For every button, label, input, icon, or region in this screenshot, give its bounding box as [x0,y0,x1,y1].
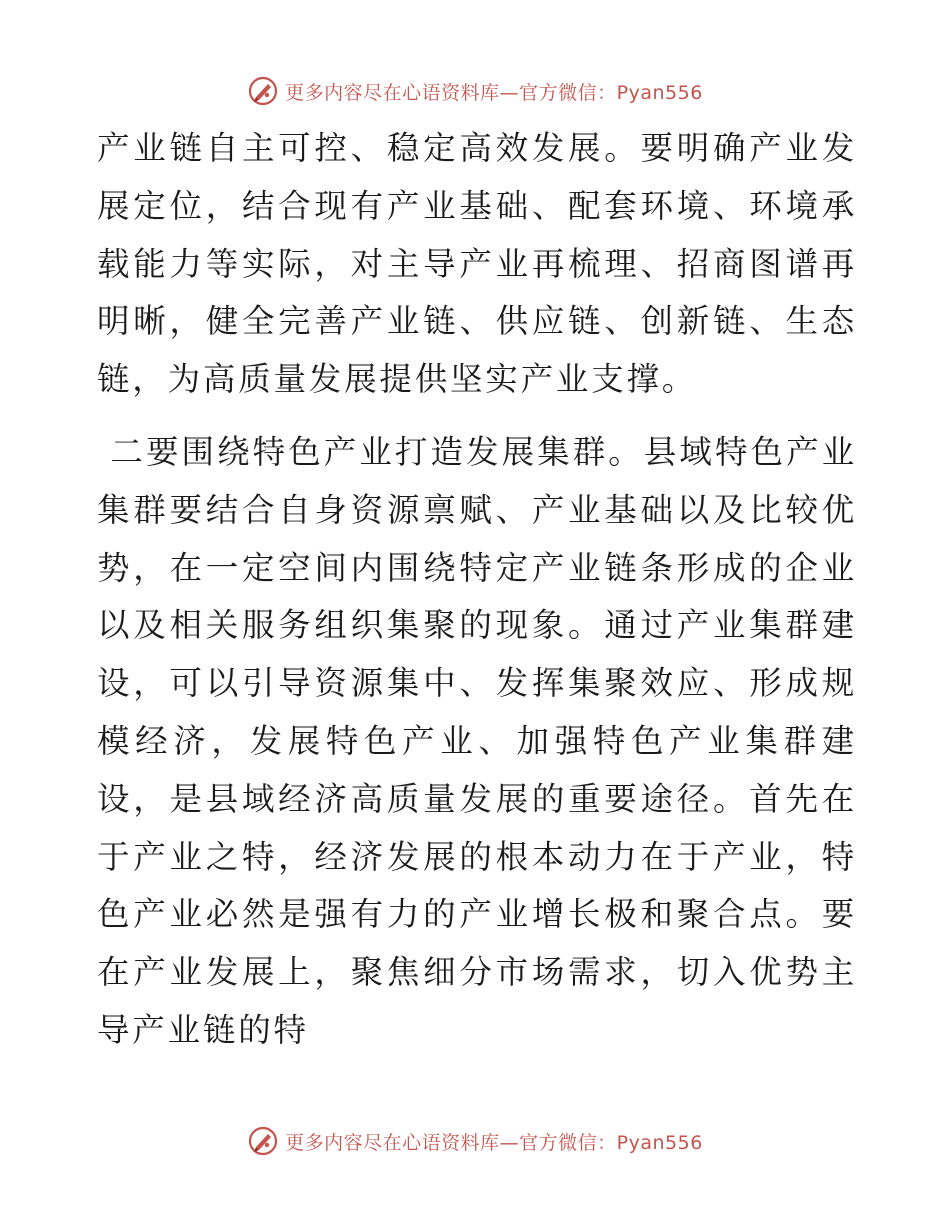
paragraph: 二要围绕特色产业打造发展集群。县域特色产业集群要结合自身资源禀赋、产业基础以及比较优势，在一定空间内围绕特定产业链条形成的企业以及相关服务组织集聚的现象。通过产业集群建设，可以引导资源集中、发挥集聚效应、形成规模经济，发展特色产业、加强特色产业集群建设，是县域经济高质量发展的重要途径。首先在于产业之特，经济发展的根本动力在于产业，特色产业必然是强有力的产业增长极和聚合点。要在产业发展上，聚焦细分市场需求，切入优势主导产业链的特 [97,432,857,1049]
header-banner-text: 更多内容尽在心语资料库—官方微信：Pyan556 [285,81,703,104]
pen-seal-logo-icon [247,1125,279,1157]
header-banner [0,71,950,111]
footer-banner-text: 更多内容尽在心语资料库—官方微信：Pyan556 [285,1131,703,1154]
document-body [97,120,857,1060]
pen-seal-logo-icon [247,75,279,107]
footer-banner [0,1121,950,1161]
paragraph: 产业链自主可控、稳定高效发展。要明确产业发展定位，结合现有产业基础、配套环境、环境承载能力等实际，对主导产业再梳理、招商图谱再明晰，健全完善产业链、供应链、创新链、生态链，为高质量发展提供坚实产业支撑。 [97,129,857,399]
